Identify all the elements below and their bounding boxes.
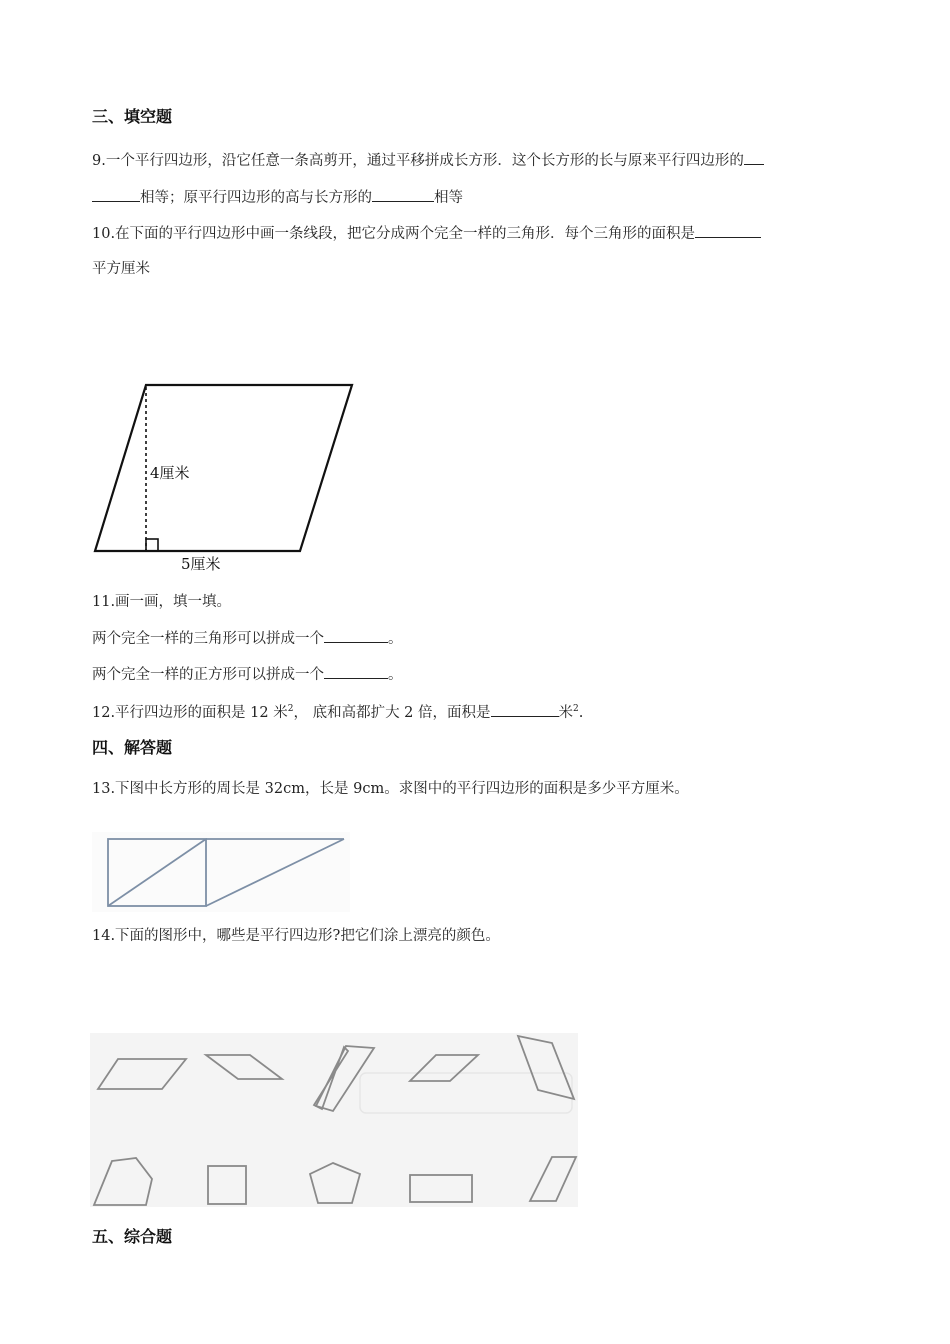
section-heading-answer: 四、解答题 [92, 738, 173, 757]
question-11-text-1: 两个完全一样的三角形可以拼成一个 [92, 631, 324, 647]
question-9-text-3: 相等 [434, 190, 463, 206]
question-12 [92, 699, 583, 723]
question-11-blank-2[interactable] [324, 664, 388, 679]
question-9-text-2: 相等；原平行四边形的高与长方形的 [140, 190, 372, 206]
question-11-text-1b: 。 [388, 631, 403, 647]
question-11-blank-1[interactable] [324, 628, 388, 643]
question-9-line-2 [92, 187, 463, 208]
question-9-line-1 [92, 150, 764, 171]
question-12-text-a: 12.平行四边形的面积是 12 米 [92, 704, 288, 721]
question-9-blank-1a[interactable] [744, 150, 764, 165]
height-label: 4厘米 [150, 464, 190, 482]
shapes-figure [90, 1033, 578, 1207]
question-12-blank[interactable] [491, 702, 559, 717]
question-11-text-2b: 。 [388, 667, 403, 683]
question-13-text: 13.下图中长方形的周长是 32cm，长是 9cm。求图中的平行四边形的面积是多少平方厘米。 [92, 781, 689, 797]
question-9-text-1: 9.一个平行四边形，沿它任意一条高剪开，通过平移拼成长方形．这个长方形的长与原来平行四边形的 [92, 153, 744, 169]
question-14-text: 14.下面的图形中，哪些是平行四边形?把它们涂上漂亮的颜色。 [92, 928, 500, 944]
question-11-line-2 [92, 664, 403, 685]
question-10-line-2: 平方厘米 [92, 261, 150, 277]
question-12-sup-2: 2 [573, 704, 579, 714]
question-9-blank-1b[interactable] [92, 187, 140, 202]
right-angle-marker [146, 539, 158, 551]
parallelogram-figure [88, 378, 363, 578]
question-12-text-b: ， 底和高都扩大 2 倍，面积是 [293, 704, 491, 721]
question-11-line-1 [92, 628, 403, 649]
question-12-text-d: . [578, 704, 584, 721]
question-11-title: 11.画一画，填一填。 [92, 594, 232, 610]
question-12-text-c: 米 [558, 704, 574, 721]
figure-background [92, 832, 350, 912]
section-heading-comprehensive: 五、综合题 [92, 1227, 173, 1246]
question-10-text-1: 10.在下面的平行四边形中画一条线段，把它分成两个完全一样的三角形．每个三角形的面积是 [92, 226, 696, 242]
section-heading-fill-blank: 三、填空题 [92, 107, 173, 126]
parallelogram-outline [95, 385, 352, 551]
question-10-line-1 [92, 223, 761, 244]
question-10-blank[interactable] [695, 223, 761, 238]
question-12-sup-1: 2 [287, 704, 294, 714]
base-label: 5厘米 [181, 555, 221, 573]
question-11-text-2: 两个完全一样的正方形可以拼成一个 [92, 667, 324, 683]
question-9-blank-2[interactable] [372, 187, 434, 202]
rectangle-parallelogram-figure [92, 832, 350, 912]
